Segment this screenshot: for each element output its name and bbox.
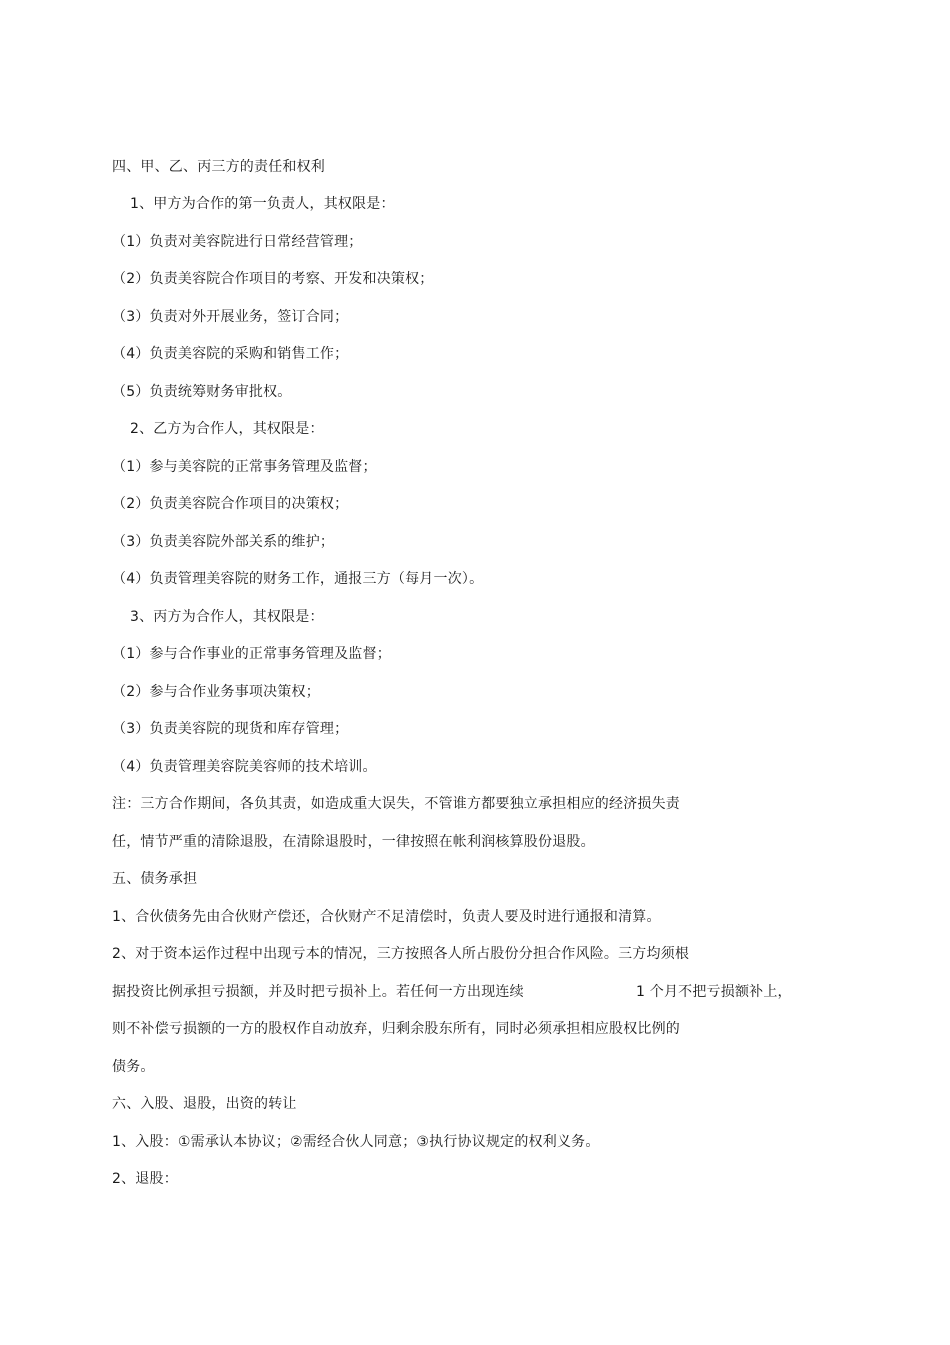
party-a-item-1: （1）负责对美容院进行日常经营管理； [112, 234, 363, 250]
section-heading-5: 五、债务承担 [112, 871, 198, 887]
debt-item-2-line-2-tail: 1 个月不把亏损额补上， [636, 984, 792, 1000]
party-c-item-4: （4）负责管理美容院美容师的技术培训。 [112, 759, 377, 775]
party-a-item-4: （4）负责美容院的采购和销售工作； [112, 346, 349, 362]
note-line-2: 任，情节严重的清除退股，在清除退股时，一律按照在帐利润核算股份退股。 [112, 834, 595, 850]
party-b-item-1: （1）参与美容院的正常事务管理及监督； [112, 459, 377, 475]
equity-item-1: 1、入股：①需承认本协议；②需经合伙人同意；③执行协议规定的权利义务。 [112, 1134, 600, 1150]
party-c-item-2: （2）参与合作业务事项决策权； [112, 684, 320, 700]
party-b-item-2: （2）负责美容院合作项目的决策权； [112, 496, 349, 512]
party-a-item-5: （5）负责统筹财务审批权。 [112, 384, 292, 400]
party-b-item-4: （4）负责管理美容院的财务工作，通报三方（每月一次）。 [112, 571, 484, 587]
party-c-item-3: （3）负责美容院的现货和库存管理； [112, 721, 349, 737]
party-a-item-2: （2）负责美容院合作项目的考察、开发和决策权； [112, 271, 434, 287]
note-line-1: 注：三方合作期间，各负其责，如造成重大误失，不管谁方都要独立承担相应的经济损失责 [112, 796, 680, 812]
party-b-heading: 2、乙方为合作人，其权限是： [130, 421, 324, 437]
debt-item-2-line-1: 2、对于资本运作过程中出现亏本的情况，三方按照各人所占股份分担合作风险。三方均须根 [112, 946, 690, 962]
section-heading-4: 四、甲、乙、丙三方的责任和权利 [112, 159, 325, 175]
party-a-item-3: （3）负责对外开展业务，签订合同； [112, 309, 349, 325]
party-a-heading: 1、甲方为合作的第一负责人，其权限是： [130, 196, 395, 212]
debt-item-2-line-2: 据投资比例承担亏损额，并及时把亏损补上。若任何一方出现连续 [112, 984, 524, 1000]
party-c-item-1: （1）参与合作事业的正常事务管理及监督； [112, 646, 391, 662]
debt-item-2-line-4: 债务。 [112, 1059, 155, 1075]
party-c-heading: 3、丙方为合作人，其权限是： [130, 609, 324, 625]
party-b-item-3: （3）负责美容院外部关系的维护； [112, 534, 335, 550]
debt-item-2-line-3: 则不补偿亏损额的一方的股权作自动放弃，归剩余股东所有，同时必须承担相应股权比例的 [112, 1021, 680, 1037]
section-heading-6: 六、入股、退股，出资的转让 [112, 1096, 297, 1112]
debt-item-1: 1、合伙债务先由合伙财产偿还，合伙财产不足清偿时，负责人要及时进行通报和清算。 [112, 909, 661, 925]
equity-item-2: 2、退股： [112, 1171, 178, 1187]
